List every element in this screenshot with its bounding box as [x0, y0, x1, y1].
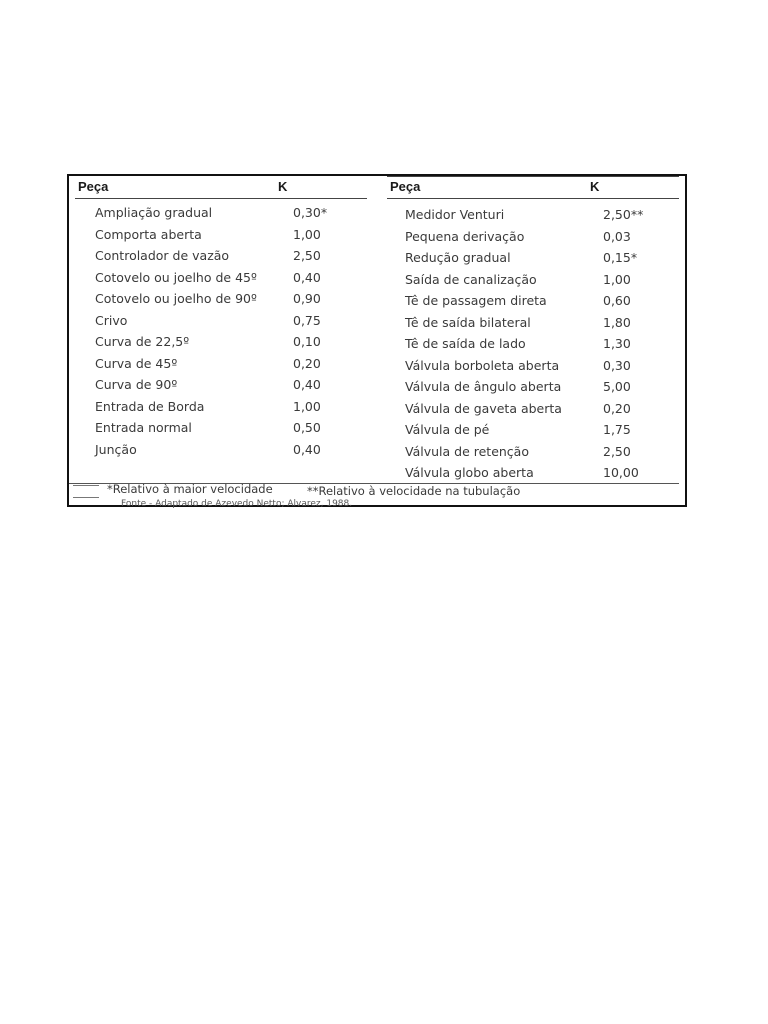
component-name: Comporta aberta — [95, 226, 202, 242]
component-name: Entrada normal — [95, 420, 192, 435]
k-value: 1,00 — [293, 398, 321, 414]
k-value: 0,20 — [603, 400, 631, 416]
component-name: Válvula globo aberta — [405, 465, 534, 480]
component-name: Cotovelo ou joelho de 90º — [95, 291, 257, 306]
component-name: Válvula de pé — [405, 422, 490, 437]
k-value: 2,50 — [293, 248, 321, 263]
k-value: 0,10 — [293, 334, 321, 349]
component-name: Tê de saída bilateral — [405, 314, 531, 330]
k-value: 0,40 — [293, 269, 321, 285]
component-name: Curva de 22,5º — [95, 334, 190, 349]
k-value: 0,90 — [293, 291, 321, 306]
component-name: Válvula de ângulo aberta — [405, 379, 562, 394]
footnote-dash-1 — [73, 485, 99, 486]
k-value: 0,40 — [293, 441, 321, 457]
component-name: Junção — [95, 441, 137, 457]
right-header-rule — [387, 198, 679, 199]
k-value: 0,50 — [293, 420, 321, 435]
k-value: 10,00 — [603, 465, 639, 480]
component-name: Ampliação gradual — [95, 205, 213, 220]
component-name: Pequena derivação — [405, 228, 525, 244]
footnote-dash-2 — [73, 497, 99, 498]
k-value: 0,30* — [293, 205, 328, 220]
left-header-k: K — [278, 179, 288, 194]
component-name: Crivo — [95, 312, 128, 328]
left-header-rule — [75, 198, 367, 199]
k-value: 0,03 — [603, 228, 631, 244]
k-value: 0,30 — [603, 357, 631, 373]
loss-coefficient-table — [67, 174, 687, 507]
component-name: Medidor Venturi — [405, 207, 505, 222]
k-value: 2,50 — [603, 443, 631, 459]
k-value: 1,00 — [293, 226, 321, 242]
k-value: 0,60 — [603, 293, 631, 308]
left-header-peca: Peça — [78, 179, 109, 194]
component-name: Entrada de Borda — [95, 398, 205, 414]
component-name: Válvula de gaveta aberta — [405, 400, 562, 416]
k-value: 0,20 — [293, 355, 321, 371]
component-name: Curva de 45º — [95, 355, 178, 371]
footnote-double-star: **Relativo à velocidade na tubulação — [307, 484, 521, 498]
k-value: 1,80 — [603, 314, 631, 330]
k-value: 1,00 — [603, 271, 631, 287]
top-rule — [387, 176, 679, 177]
k-value: 2,50** — [603, 207, 644, 222]
component-name: Redução gradual — [405, 250, 511, 265]
component-name: Válvula de retenção — [405, 443, 529, 459]
source-citation: Fonte - Adaptado de Azevedo Netto; Alvarez, 1988. — [121, 499, 353, 509]
component-name: Válvula borboleta aberta — [405, 357, 560, 373]
k-value: 1,75 — [603, 422, 631, 437]
k-value: 5,00 — [603, 379, 631, 394]
component-name: Tê de saída de lado — [405, 336, 526, 351]
right-header-k: K — [590, 179, 600, 194]
k-value: 1,30 — [603, 336, 631, 351]
right-header-peca: Peça — [390, 179, 421, 194]
component-name: Saída de canalização — [405, 271, 537, 287]
component-name: Tê de passagem direta — [405, 293, 547, 308]
component-name: Cotovelo ou joelho de 45º — [95, 269, 257, 285]
k-value: 0,40 — [293, 377, 321, 392]
footnote-single-star: *Relativo à maior velocidade — [107, 482, 273, 496]
component-name: Curva de 90º — [95, 377, 178, 392]
component-name: Controlador de vazão — [95, 248, 230, 263]
k-value: 0,15* — [603, 250, 638, 265]
k-value: 0,75 — [293, 312, 321, 328]
